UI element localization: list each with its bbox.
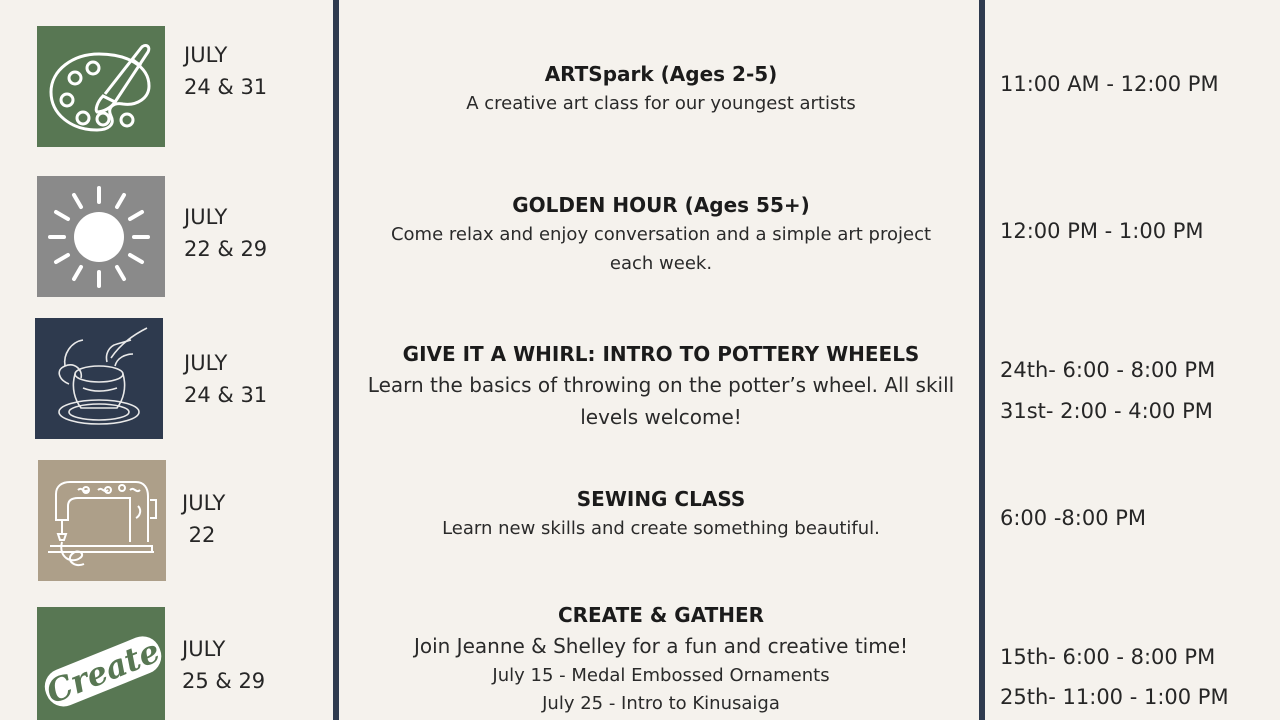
event-info <box>346 339 976 433</box>
event-title: CREATE & GATHER <box>557 603 765 627</box>
event-date: JULY 22 & 29 <box>184 205 268 261</box>
event-time: 31st- 2:00 - 4:00 PM <box>1000 399 1213 423</box>
create-logo-icon <box>37 607 165 720</box>
event-date: JULY 22 <box>182 491 226 547</box>
column-divider-right <box>979 0 985 720</box>
event-description: levels welcome! <box>580 405 742 429</box>
event-title: GIVE IT A WHIRL: INTRO TO POTTERY WHEELS <box>402 342 920 366</box>
event-description: Learn new skills and create something beautiful. <box>442 518 880 539</box>
event-time: 24th- 6:00 - 8:00 PM <box>1000 358 1216 382</box>
event-session: July 15 - Medal Embossed Ornaments <box>492 665 830 686</box>
event-title: SEWING CLASS <box>576 487 746 511</box>
event-time: 25th- 11:00 - 1:00 PM <box>1000 685 1229 709</box>
event-info <box>346 484 976 543</box>
event-title: GOLDEN HOUR (Ages 55+) <box>512 193 810 217</box>
pottery-wheel-icon <box>35 318 163 439</box>
event-session: July 25 - Intro to Kinusaiga <box>542 693 780 714</box>
column-divider-left <box>333 0 339 720</box>
event-date: JULY 24 & 31 <box>184 43 268 99</box>
event-description: each week. <box>609 253 713 274</box>
event-info <box>346 600 976 718</box>
event-time: 15th- 6:00 - 8:00 PM <box>1000 645 1216 669</box>
event-description: Come relax and enjoy conversation and a simple art project <box>390 224 932 245</box>
sewing-machine-icon <box>38 460 166 581</box>
event-date: JULY 24 & 31 <box>184 351 268 407</box>
event-info <box>346 190 976 278</box>
event-description: Join Jeanne & Shelley for a fun and creative time! <box>413 634 909 658</box>
event-description: Learn the basics of throwing on the potter’s wheel. All skill <box>367 373 955 397</box>
event-info <box>346 59 976 118</box>
event-time: 6:00 -8:00 PM <box>1000 506 1147 530</box>
sun-icon <box>37 176 165 297</box>
event-time: 11:00 AM - 12:00 PM <box>1000 72 1219 96</box>
create-logo-text: Create <box>40 631 165 712</box>
event-description: A creative art class for our youngest artists <box>466 93 856 114</box>
event-date: JULY 25 & 29 <box>182 637 266 693</box>
palette-icon <box>37 26 165 147</box>
event-title: ARTSpark (Ages 2-5) <box>544 62 778 86</box>
event-time: 12:00 PM - 1:00 PM <box>1000 219 1204 243</box>
